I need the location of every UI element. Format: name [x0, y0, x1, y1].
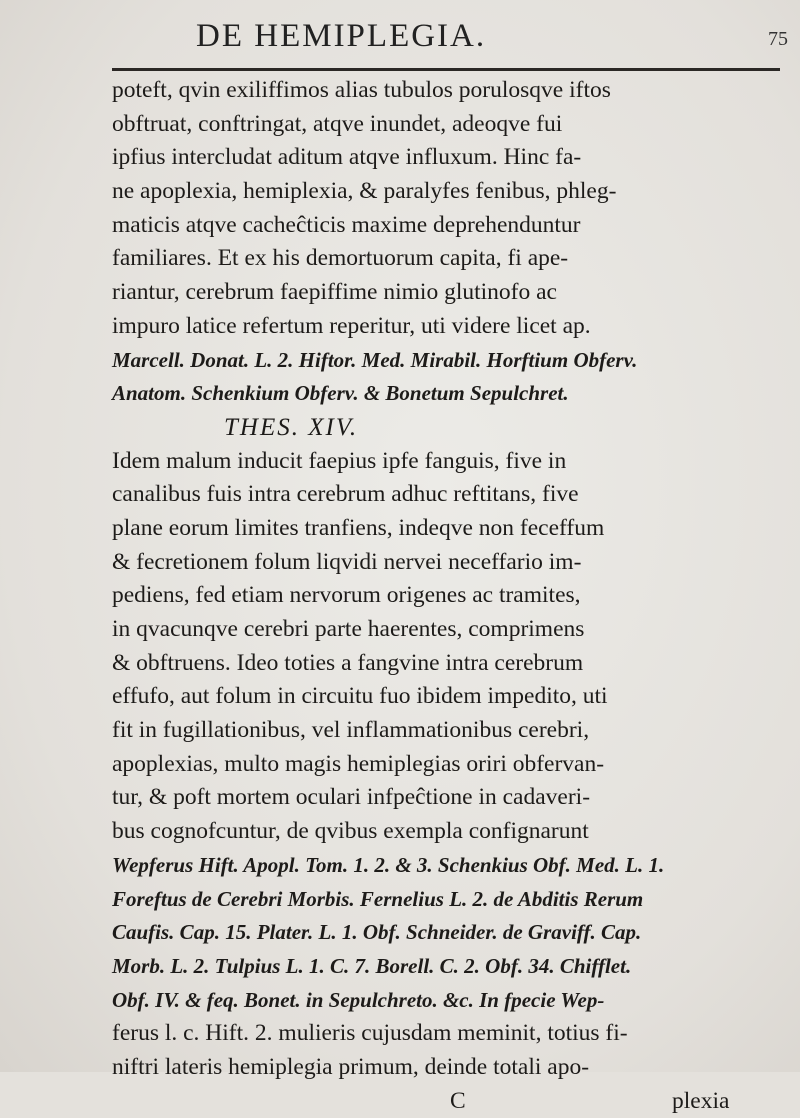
text-line: bus cognofcuntur, de qvibus exempla confignarunt — [112, 818, 589, 845]
text-line: effufo, aut folum in circuitu fuo ibidem impedito, uti — [112, 683, 608, 710]
text-line: in qvacunqve cerebri parte haerentes, comprimens — [112, 616, 585, 642]
page-number: 75 — [768, 28, 788, 50]
text-line: tur, & poft mortem oculari infpeĉtione in cadaveri- — [112, 784, 591, 811]
text-line: plane eorum limites tranfiens, indeqve non feceffum — [112, 514, 605, 541]
text-line: impuro latice refertum reperitur, uti videre licet ap. — [112, 312, 591, 339]
citation-line: Caufis. Cap. 15. Plater. L. 1. Obf. Schneider. de Graviff. Cap. — [112, 920, 642, 945]
body-text — [112, 74, 792, 1118]
citation-line: Foreftus de Cerebri Morbis. Fernelius L. 2. de Abditis Rerum — [112, 886, 644, 911]
text-line: ferus l. c. Hift. 2. mulieris cujusdam meminit, totius fi- — [112, 1020, 628, 1047]
text-line: niftri lateris hemiplegia primum, deinde totali apo- — [112, 1053, 590, 1080]
section-heading: THES. XIV. — [224, 413, 359, 441]
text-line: canalibus fuis intra cerebrum adhuc reftitans, five — [112, 481, 579, 508]
text-line: fit in fugillationibus, vel inflammationibus cerebri, — [112, 717, 590, 744]
catchword: plexia — [672, 1087, 730, 1114]
text-line: maticis atqve cacheĉticis maxime deprehenduntur — [112, 211, 581, 238]
text-line: ne apoplexia, hemiplexia, & paralyfes fenibus, phleg- — [112, 178, 617, 205]
citation-line: Obf. IV. & feq. Bonet. in Sepulchreto. &c. In fpecie Wep- — [112, 987, 605, 1012]
text-line: pediens, fed etiam nervorum origenes ac tramites, — [112, 582, 581, 609]
citation-line: Marcell. Donat. L. 2. Hiftor. Med. Mirabil. Horftium Obferv. — [112, 347, 638, 372]
text-line: & fecretionem folum liqvidi nervei neceffario im- — [112, 548, 582, 575]
text-line: Idem malum inducit faepius ipfe fanguis, five in — [112, 447, 567, 474]
text-line: poteft, qvin exiliffimos alias tubulos porulosqve iftos — [112, 77, 611, 103]
text-line: & obftruens. Ideo toties a fangvine intra cerebrum — [112, 649, 584, 676]
citation-line: Anatom. Schenkium Obferv. & Bonetum Sepulchret. — [112, 381, 569, 406]
signature-mark: C — [450, 1087, 466, 1114]
footer-line — [112, 1085, 792, 1118]
text-line: riantur, cerebrum faepiffime nimio glutinofo ac — [112, 279, 557, 306]
citation-line: Morb. L. 2. Tulpius L. 1. C. 7. Borell. C. 2. Obf. 34. Chifflet. — [112, 953, 632, 978]
text-line: ipfius intercludat aditum atqve influxum. Hinc fa- — [112, 144, 582, 171]
running-head — [0, 18, 800, 58]
text-line: obftruat, conftringat, atqve inundet, adeoqve fui — [112, 110, 563, 137]
running-title: DE HEMIPLEGIA. — [196, 18, 487, 54]
header-rule — [112, 68, 780, 71]
text-line: apoplexias, multo magis hemiplegias oriri obfervan- — [112, 750, 605, 777]
text-line: familiares. Et ex his demortuorum capita, fi ape- — [112, 245, 569, 272]
citation-line: Wepferus Hift. Apopl. Tom. 1. 2. & 3. Schenkius Obf. Med. L. 1. — [112, 852, 665, 877]
